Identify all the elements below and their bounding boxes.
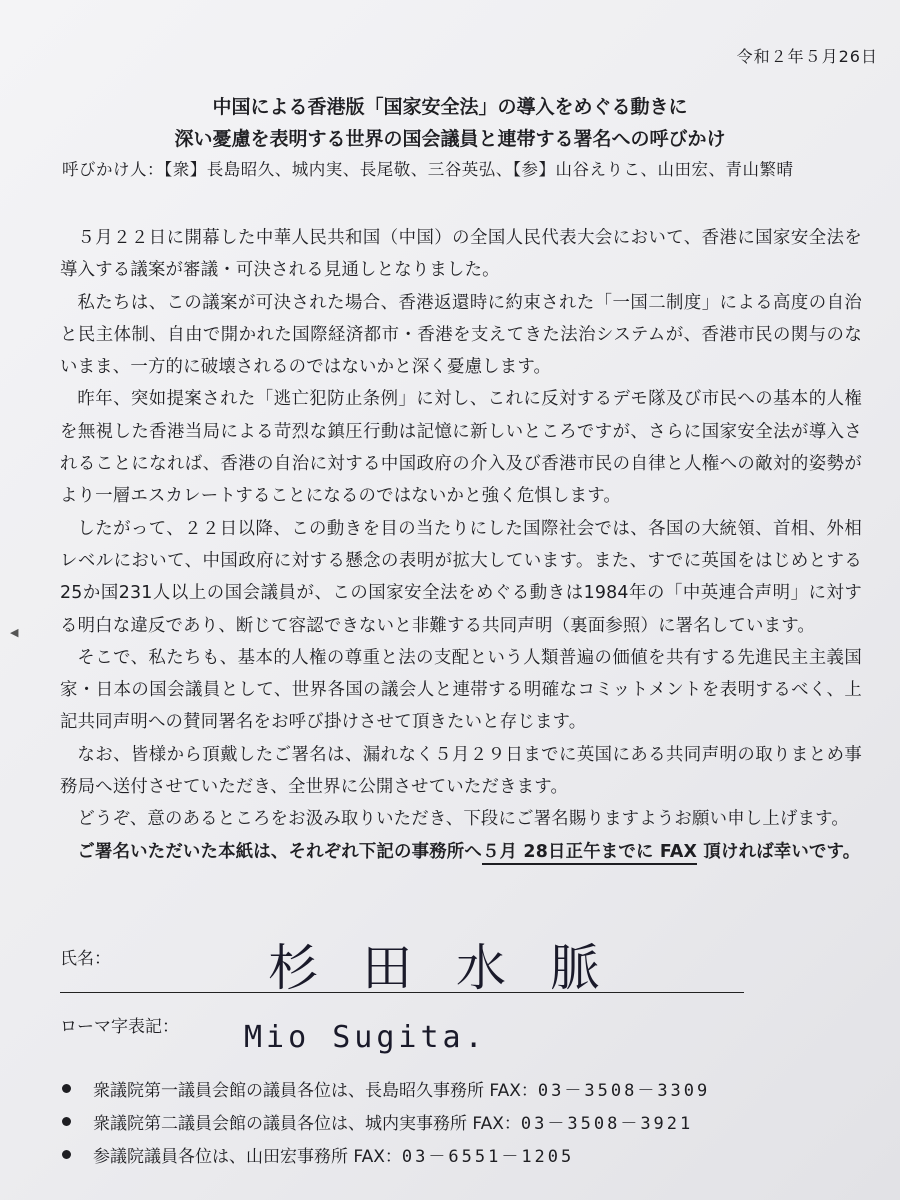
bullet-icon [62,1117,71,1126]
paragraph: なお、皆様から頂戴したご署名は、漏れなく５月２９日までに英国にある共同声明の取りまとめ事務局へ送付させていただき、全世界に公開させていただきます。 [60,744,862,798]
bullet-icon [62,1084,71,1093]
title-line-1: 中国による香港版「国家安全法」の導入をめぐる動きに [212,96,688,118]
callers-list: 呼びかけ人：【衆】長島昭久、城内実、長尾敬、三谷英弘、【参】山谷えりこ、山田宏、青山繁晴 [62,160,794,179]
fax-request-suffix: 頂ければ幸いです。 [697,841,861,862]
paragraph: したがって、２２日以降、この動きを目の当たりにした国際社会では、各国の大統領、首相、外相レベルにおいて、中国政府に対する懸念の表明が拡大しています。また、すでに英国をはじめとする25か国231人以上の国会議員が、この国家安全法をめぐる動きは1984年の「中英連合声明」に対する明白な違反であり、断じて容認できないと非難する共同声明（裏面参照）に署名しています。 [60,518,862,636]
office-item [62,1072,710,1105]
name-label: 氏名： [60,949,111,969]
office-list [62,1072,710,1171]
office-text: 衆議院第二議員会館の議員各位は、城内実事務所 FAX： [93,1114,521,1134]
paragraph: 私たちは、この議案が可決された場合、香港返還時に約束された「一国二制度」による高度の自治と民主体制、自由で開かれた国際経済都市・香港を支えてきた法治システムが、香港市民の関与のないまま、一方的に破壊されるのではないかと深く憂慮します。 [60,292,862,378]
margin-arrow-icon: ◀ [10,626,19,639]
office-fax: 03－6551－1205 [401,1147,575,1167]
fax-request-prefix: ご署名いただいた本紙は、それぞれ下記の事務所へ [77,841,482,862]
bullet-icon [62,1150,71,1159]
paragraph: 昨年、突如提案された「逃亡犯防止条例」に対し、これに反対するデモ隊及び市民への基本的人権を無視した香港当局による苛烈な鎮圧行動は記憶に新しいところですが、さらに国家安全法が導入されることになれば、香港の自治に対する中国政府の介入及び香港市民の自律と人権への敵対的姿勢がより一層エスカレートすることになるのではないかと強く危惧します。 [60,389,862,507]
paragraph: ５月２２日に開幕した中華人民共和国（中国）の全国人民代表大会において、香港に国家安全法を導入する議案が審議・可決される見通しとなりました。 [60,228,862,281]
office-fax: 03－3508－3309 [537,1081,711,1101]
title-line-2: 深い憂慮を表明する世界の国会議員と連帯する署名への呼びかけ [174,128,726,150]
office-text: 衆議院第一議員会館の議員各位は、長島昭久事務所 FAX： [93,1081,538,1101]
office-text: 参議院議員各位は、山田宏事務所 FAX： [93,1147,402,1167]
office-item [62,1105,710,1138]
paragraph: そこで、私たちも、基本的人権の尊重と法の支配という人類普遍の価値を共有する先進民主主義国家・日本の国会議員として、世界各国の議会人と連帯する明確なコミットメントを表明するべく、上記共同声明への賛同署名をお呼び掛けさせて頂きたいと存じます。 [60,647,862,733]
office-item [62,1138,710,1171]
fax-deadline: ５月 28日正午までに FAX [482,842,697,865]
office-fax: 03－3508－3921 [520,1114,694,1134]
handwritten-name: 杉田水脈 [268,939,644,997]
handwritten-romaji: Mio Sugita. [244,1020,487,1055]
paragraph: どうぞ、意のあるところをお汲み取りいただき、下段にご署名賜りますようお願い申し上げます。 [77,809,849,830]
romaji-label: ローマ字表記： [60,1017,179,1037]
document-date: 令和２年５月26日 [736,47,878,66]
